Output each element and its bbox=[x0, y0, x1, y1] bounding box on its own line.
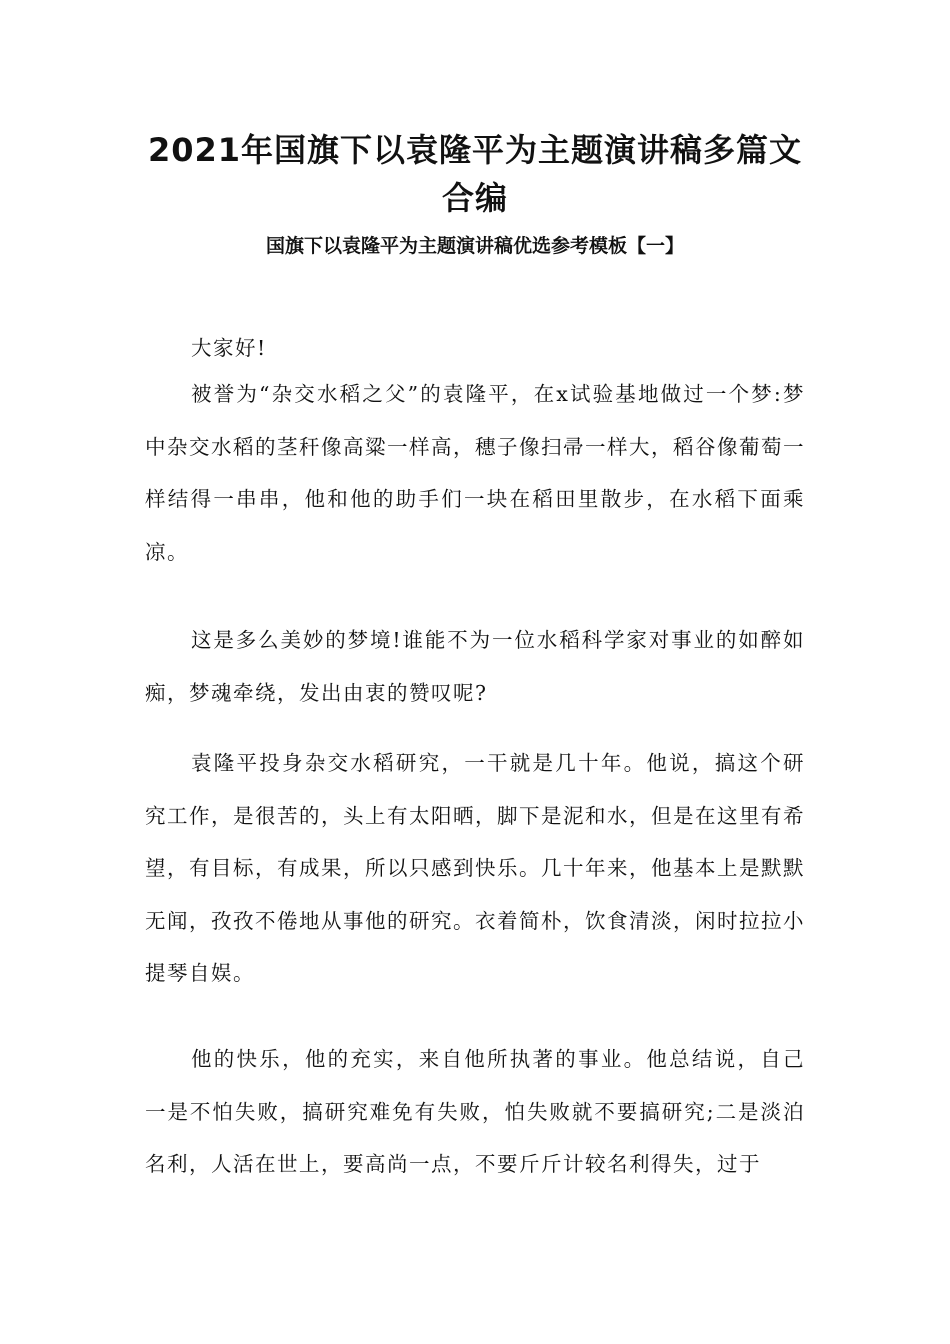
section-subtitle: 国旗下以袁隆平为主题演讲稿优选参考模板【一】 bbox=[265, 235, 684, 257]
paragraph-admiration: 这是多么美妙的梦境!谁能不为一位水稻科学家对事业的如醉如痴，梦魂牵绕，发出由衷的赞叹呢? bbox=[145, 628, 805, 705]
paragraph-happiness: 他的快乐，他的充实，来自他所执著的事业。他总结说，自己一是不怕失败，搞研究难免有失败，怕失败就不要搞研究;二是淡泊名利，人活在世上，要高尚一点，不要斤斤计较名利得失，过于 bbox=[145, 1047, 805, 1176]
title-line-1: 2021年国旗下以袁隆平为主题演讲稿多篇文 bbox=[147, 131, 803, 169]
paragraph-dream: 被誉为“杂交水稻之父”的袁隆平，在x试验基地做过一个梦:梦中杂交水稻的茎秆像高粱一样高，穗子像扫帚一样大，稻谷像葡萄一样结得一串串，他和他的助手们一块在稻田里散步，在水稻下面乘凉。 bbox=[145, 382, 805, 564]
paragraph-research: 袁隆平投身杂交水稻研究，一干就是几十年。他说，搞这个研究工作，是很苦的，头上有太阳晒，脚下是泥和水，但是在这里有希望，有目标，有成果，所以只感到快乐。几十年来，他基本上是默默无闻，孜孜不倦地从事他的研究。衣着简朴，饮食清淡，闲时拉拉小提琴自娱。 bbox=[145, 751, 805, 985]
document-title bbox=[120, 126, 830, 222]
title-line-2: 合编 bbox=[441, 179, 508, 217]
paragraph-greeting: 大家好! bbox=[191, 336, 267, 360]
